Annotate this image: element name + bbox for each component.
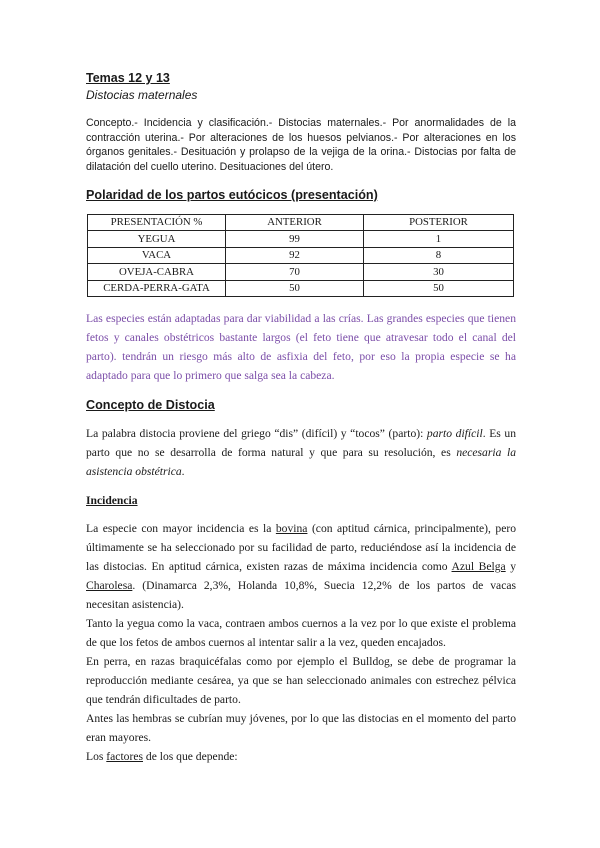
- incidencia-paragraph-5: [86, 747, 516, 766]
- text-span: . Es un parto que no se desarrolla de forma natural y que para su resolución, es: [86, 427, 516, 460]
- text-span: (con aptitud cárnica, principalmente), pero últimamente se ha seleccionado por su facilidad de parto, reduciéndose así la incidencia de las distocias. En aptitud cárnica, existen razas de máxima incidencia como: [86, 522, 516, 574]
- table-row: [88, 247, 514, 264]
- table-cell: YEGUA: [88, 231, 226, 248]
- table-cell: CERDA-PERRA-GATA: [88, 280, 226, 297]
- underlined-term: Charolesa: [86, 579, 133, 593]
- doc-title: Temas 12 y 13: [86, 71, 170, 85]
- table-cell: 8: [364, 247, 514, 264]
- table-header-cell: PRESENTACIÓN %: [88, 214, 226, 231]
- text-span: La especie con mayor incidencia es la: [86, 522, 276, 536]
- table-header-cell: ANTERIOR: [226, 214, 364, 231]
- emphasis-text: necesaria la asistencia obstétrica: [86, 446, 516, 479]
- text-span: de los que depende:: [143, 750, 238, 764]
- presentation-table: [87, 214, 514, 298]
- underlined-term: bovina: [275, 522, 308, 536]
- table-row: [88, 264, 514, 281]
- table-cell: VACA: [88, 247, 226, 264]
- doc-subtitle: Distocias maternales: [86, 88, 198, 102]
- text-span: La palabra distocia proviene del griego “dis” (difícil) y “tocos” (parto):: [86, 427, 427, 441]
- distocia-paragraph: [86, 424, 516, 481]
- text-span: Los: [86, 750, 107, 764]
- table-header-row: [88, 214, 514, 231]
- table-cell: 30: [364, 264, 514, 281]
- text-span: y: [505, 560, 517, 574]
- table-cell: 50: [226, 280, 364, 297]
- text-span: . (Dinamarca 2,3%, Holanda 10,8%, Suecia 12,2% de los partos de vacas necesitan asistencia).: [86, 579, 516, 612]
- underlined-term: factores: [106, 750, 143, 764]
- document-page: [86, 70, 516, 766]
- table-header-cell: POSTERIOR: [364, 214, 514, 231]
- incidencia-heading: Incidencia: [86, 494, 138, 508]
- text-span: .: [181, 465, 185, 479]
- table-cell: 99: [226, 231, 364, 248]
- table-cell: 50: [364, 280, 514, 297]
- table-cell: 1: [364, 231, 514, 248]
- emphasis-text: parto difícil: [426, 427, 483, 441]
- incidencia-paragraph-3: En perra, en razas braquicéfalas como por ejemplo el Bulldog, se debe de programar la reproducción mediante cesárea, ya que se han seleccionado animales con estrechez pélvica que tendrán dificultades de parto.: [86, 655, 516, 707]
- concept-paragraph: Concepto.- Incidencia y clasificación.- Distocias maternales.- Por anormalidades de la contracción uterina.- Por alteraciones de los huesos pelvianos.- Por alteraciones en los órganos genitales.- Desituación y prolapso de la vejiga de la orina.- Distocias por falta de dilatación del cuello uterino. Desituaciones del útero.: [86, 117, 516, 174]
- underlined-term: Azul Belga: [451, 560, 506, 574]
- table-row: [88, 231, 514, 248]
- polaridad-note: Las especies están adaptadas para dar viabilidad a las crías. Las grandes especies que tienen fetos y canales obstétricos bastante largos (el feto tiene que atravesar todo el canal del parto). tendrán un riesgo más alto de asfixia del feto, por eso la propia especie se ha adaptado para que lo primero que salga sea la cabeza.: [86, 312, 516, 383]
- polaridad-heading: Polaridad de los partos eutócicos (presentación): [86, 187, 378, 202]
- table-cell: 70: [226, 264, 364, 281]
- table-row: [88, 280, 514, 297]
- distocia-heading: Concepto de Distocia: [86, 398, 215, 413]
- table-cell: OVEJA-CABRA: [88, 264, 226, 281]
- table-cell: 92: [226, 247, 364, 264]
- incidencia-paragraph-2: Tanto la yegua como la vaca, contraen ambos cuernos a la vez por lo que existe el problema de que los fetos de ambos cuernos al intentar salir a la vez, queden encajados.: [86, 617, 516, 650]
- incidencia-paragraph-1: [86, 519, 516, 614]
- incidencia-paragraph-4: Antes las hembras se cubrían muy jóvenes, por lo que las distocias en el momento del parto eran mayores.: [86, 712, 516, 745]
